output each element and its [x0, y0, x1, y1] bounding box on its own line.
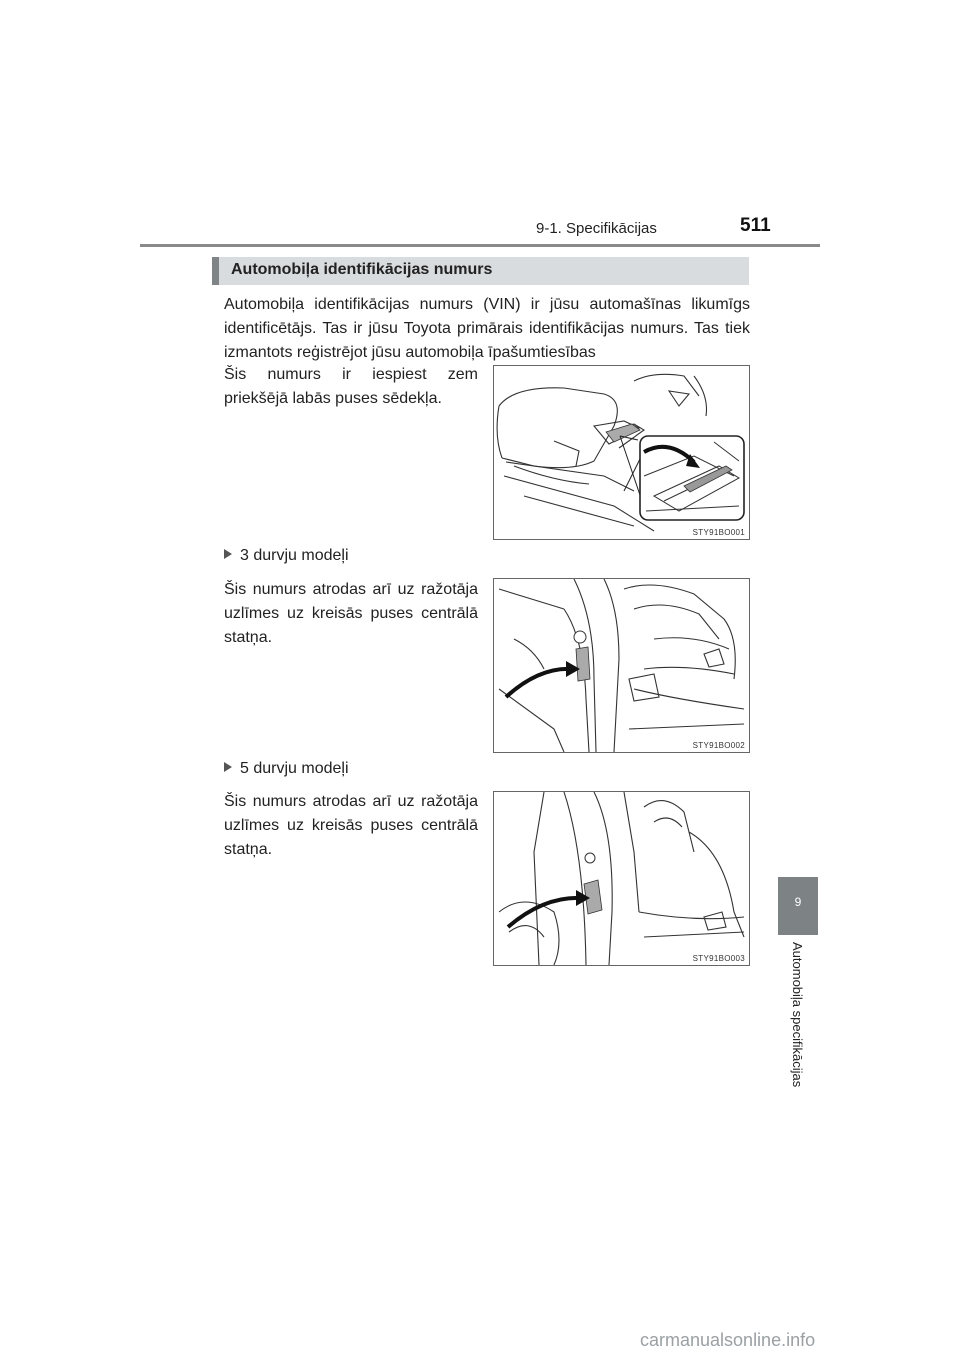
under-seat-text: Šis numurs ir iespiest zem priekšējā labās puses sēdekļa. [224, 366, 478, 407]
figure-under-seat [493, 365, 750, 540]
bullet-3-door [224, 547, 349, 565]
section-title: Automobiļa identifikācijas numurs [231, 261, 493, 278]
pillar-5-door-illustration [494, 792, 749, 965]
section-title-bar [212, 257, 749, 285]
figure-pillar-3-door [493, 578, 750, 753]
under-seat-illustration [494, 366, 749, 539]
chapter-title-vertical [790, 942, 808, 1108]
pillar-text-3-door: Šis numurs atrodas arī uz ražotāja uzlīmes uz kreisās puses centrālā statņa. [224, 581, 478, 646]
pillar-text-5-door: Šis numurs atrodas arī uz ražotāja uzlīmes uz kreisās puses centrālā statņa. [224, 793, 478, 858]
watermark: carmanualsonline.info [640, 1330, 816, 1350]
intro-paragraph: Automobiļa identifikācijas numurs (VIN) ir jūsu automašīnas likumīgs identificētājs. Tas ir jūsu Toyota primārais identifikācijas numurs. Tas tiek izmantots reģistrējot jūsu automobiļa īpašumtiesības [224, 296, 750, 361]
page-number: 511 [740, 215, 771, 236]
chapter-title: Automobiļa specifikācijas [790, 942, 805, 1088]
header-rule [140, 244, 820, 247]
pillar-3-door-illustration [494, 579, 749, 752]
bullet-3-door-label: 3 durvju modeļi [240, 547, 349, 564]
figure-code: STY91BO003 [692, 954, 745, 963]
bullet-5-door-label: 5 durvju modeļi [240, 760, 349, 777]
triangle-bullet-icon [224, 762, 232, 772]
figure-code: STY91BO001 [692, 528, 745, 537]
running-header-section: 9-1. Specifikācijas [536, 220, 657, 237]
bullet-5-door [224, 760, 349, 778]
chapter-tab: 9 [778, 877, 818, 935]
figure-code: STY91BO002 [692, 741, 745, 750]
triangle-bullet-icon [224, 549, 232, 559]
figure-pillar-5-door [493, 791, 750, 966]
